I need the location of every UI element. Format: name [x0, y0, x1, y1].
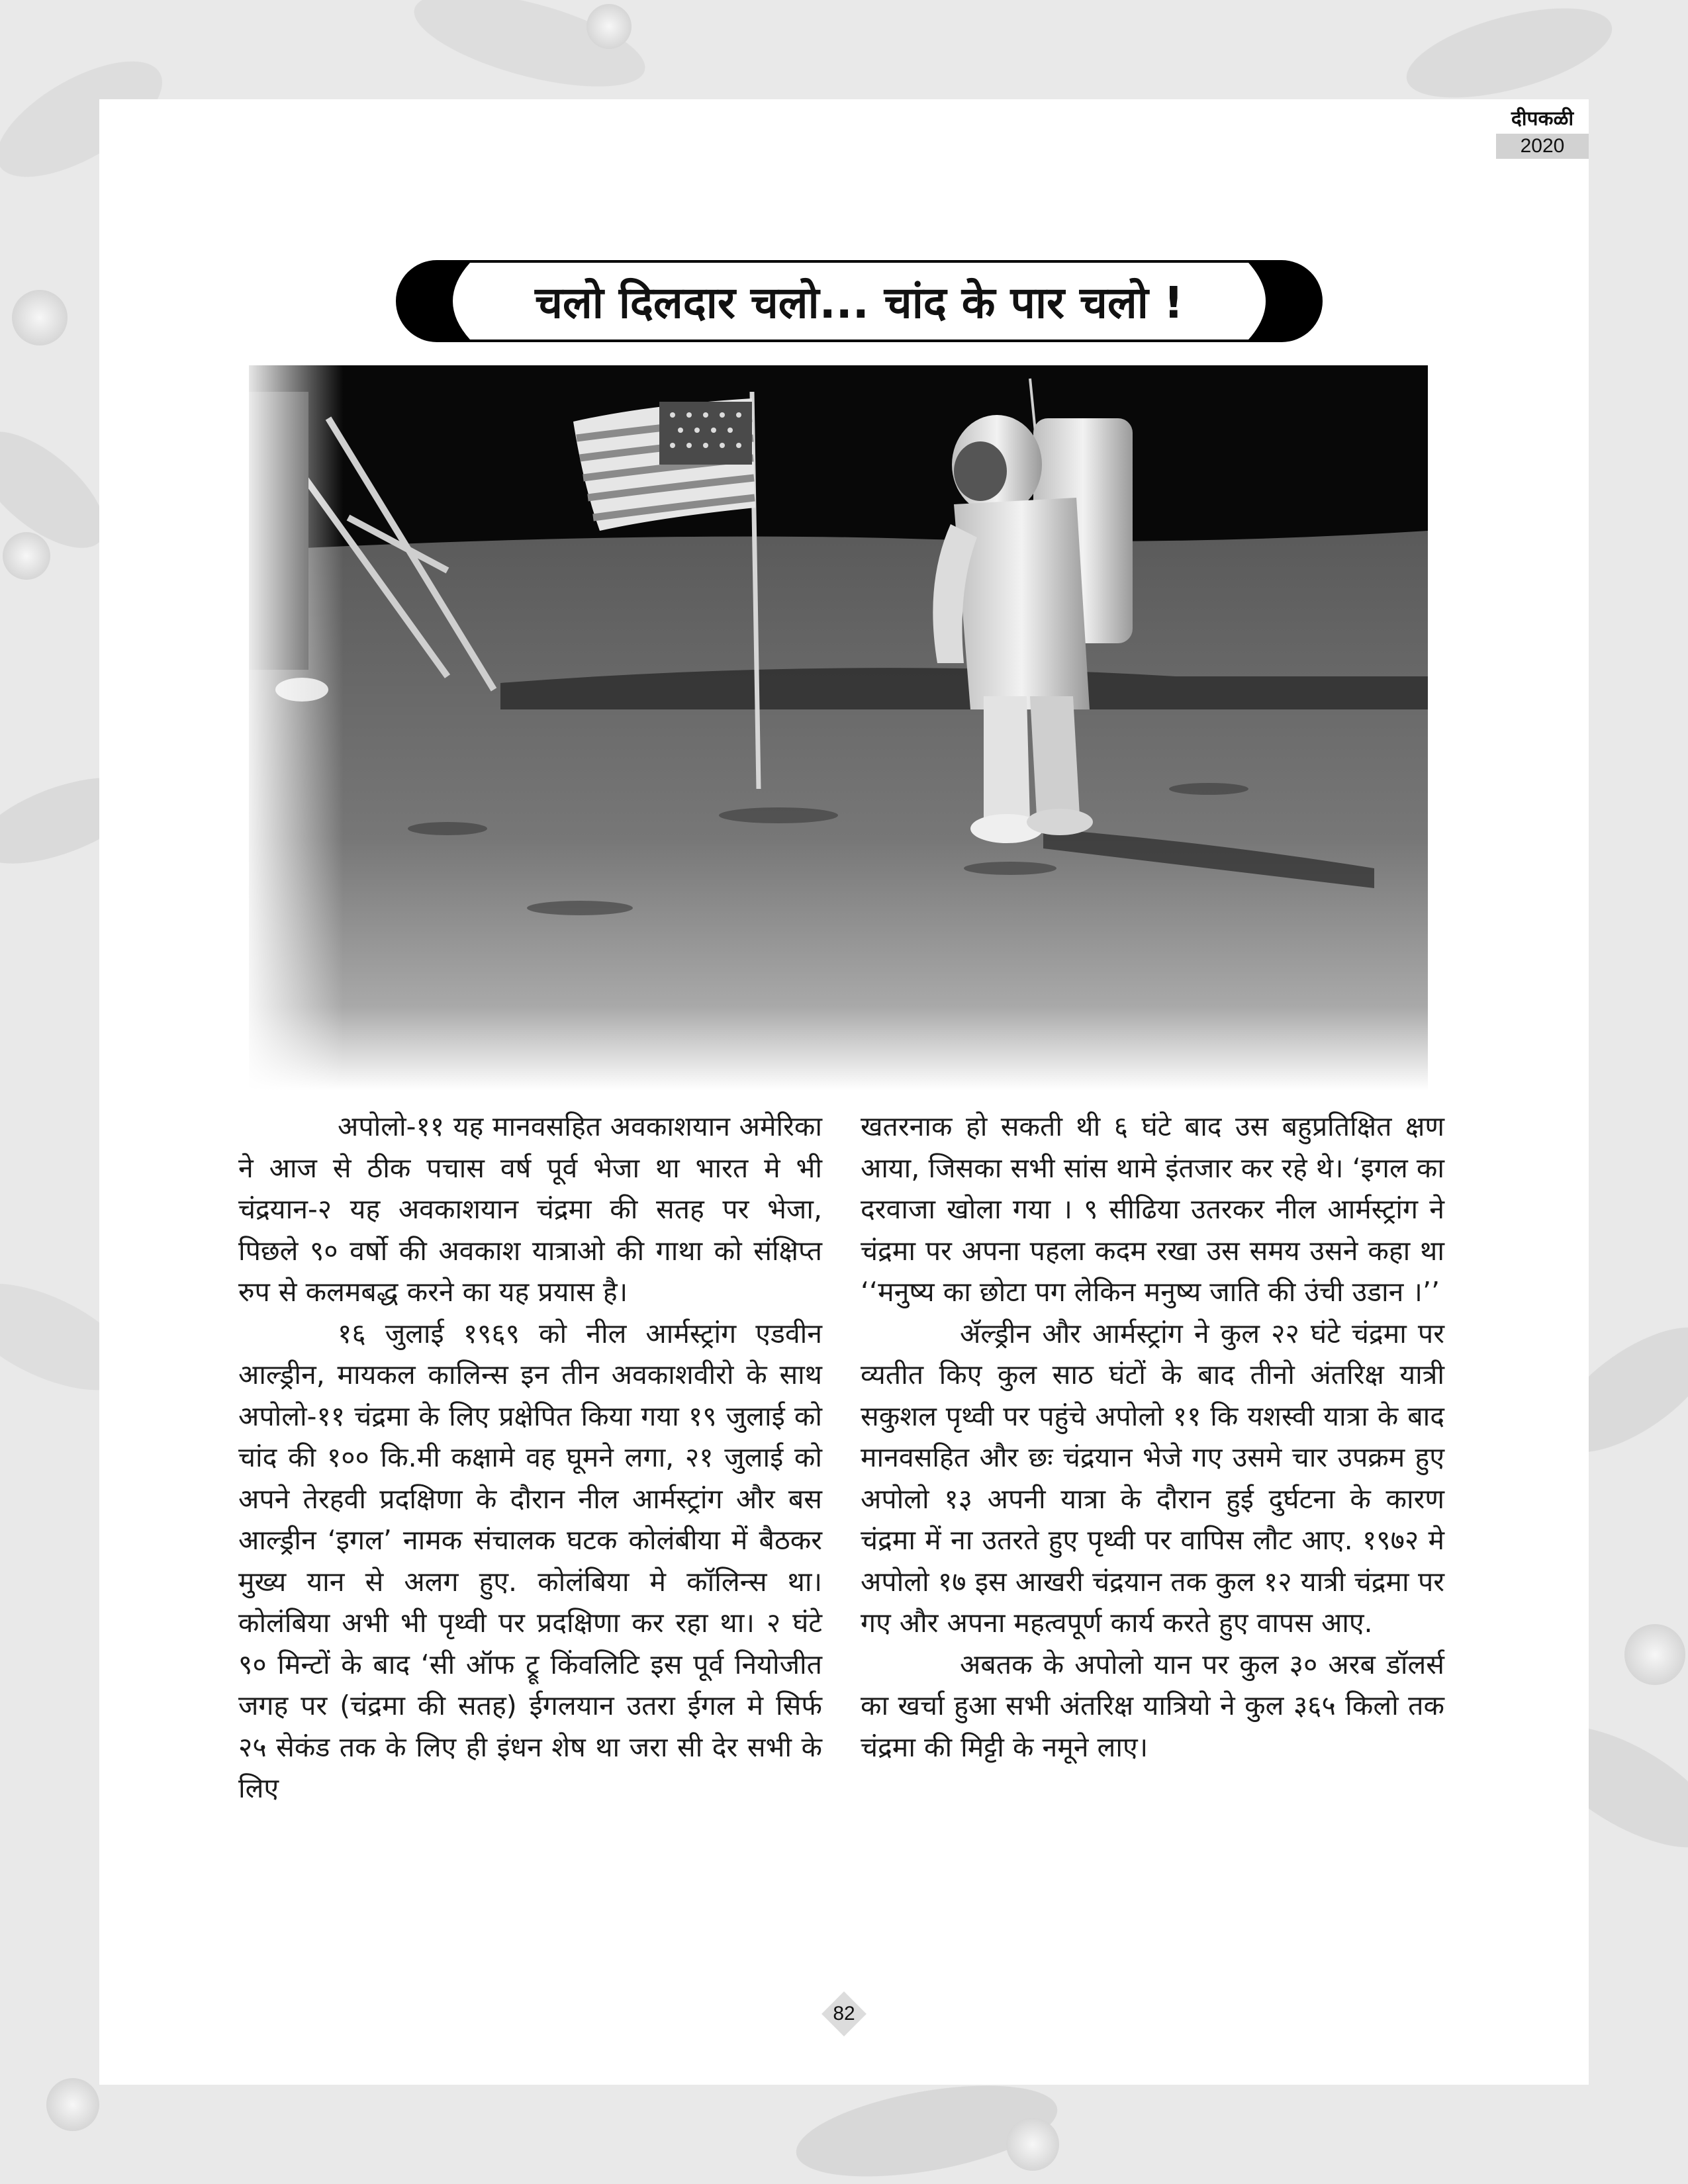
page-number-badge: [822, 1992, 866, 2036]
page: [99, 99, 1589, 2085]
page-number: 82: [833, 2003, 855, 2025]
title-banner: [396, 260, 1323, 342]
moon-landing-photo: [249, 365, 1428, 1091]
right-paragraph-3: अबतक के अपोलो यान पर कुल ३० अरब डॉलर्स का खर्चा हुआ सभी अंतरिक्ष यात्रियो ने कुल ३६५ किलो तक चंद्रमा की मिट्टी के नमूने लाए।: [861, 1648, 1444, 1763]
magazine-name: दीपकळी: [1511, 107, 1574, 130]
magazine-header: [1496, 106, 1589, 159]
article-title: चलो दिलदार चलो... चांद के पार चलो !: [535, 277, 1184, 328]
article-column-right: [861, 1106, 1444, 1768]
right-paragraph-2: ॲल्ड्रीन और आर्मस्ट्रांग ने कुल २२ घंटे चंद्रमा पर व्यतीत किए कुल साठ घंटों के बाद तीनो अंतरिक्ष यात्री सकुशल पृथ्वी पर पहुंचे अपोलो ११ कि यशस्वी यात्रा के बाद मानवसहित और छः चंद्रयान भेजे गए उसमे चार उपक्रम हुए अपोलो १३ अपनी यात्रा के दौरान हुई दुर्घटना के कारण चंद्रमा में ना उतरते हुए पृथ्वी पर वापिस लौट आए. १९७२ मे अपोलो १७ इस आखरी चंद्रयान तक कुल १२ यात्री चंद्रमा पर गए और अपना महत्वपूर्ण कार्य करते हुए वापस आए.: [861, 1317, 1444, 1639]
left-paragraph-2: १६ जुलाई १९६९ को नील आर्मस्ट्रांग एडवीन आल्ड्रीन, मायकल कालिन्स इन तीन अवकाशवीरो के साथ अपोलो-११ चंद्रमा के लिए प्रक्षेपित किया गया १९ जुलाई को चांद की १०० कि.मी कक्षामे वह घूमने लगा, २१ जुलाई को अपने तेरहवी प्रदक्षिणा के दौरान नील आर्मस्ट्रांग और बस आल्ड्रीन ‘इगल’ नामक संचालक घटक कोलंबीया में बैठकर मुख्य यान से अलग हुए. कोलंबिया मे कॉलिन्स था। कोलंबिया अभी भी पृथ्वी पर प्रदक्षिणा कर रहा था। २ घंटे ९० मिन्टों के बाद ‘सी ऑफ ट्रू किंवलिटि इस पूर्व नियोजीत जगह पर (चंद्रमा की सतह) ईगलयान उतरा ईगल मे सिर्फ २५ सेकंड तक के लिए ही इंधन शेष था जरा सी देर सभी के लिए: [238, 1317, 822, 1804]
article-column-left: [238, 1106, 822, 1809]
left-paragraph-1: अपोलो-११ यह मानवसहित अवकाशयान अमेरिका ने आज से ठीक पचास वर्ष पूर्व भेजा था भारत मे भी चंद्रयान-२ यह अवकाशयान चंद्रमा की सतह पर भेजा, पिछले ९० वर्षो की अवकाश यात्राओ की गाथा को संक्षिप्त रुप से कलमबद्ध करने का यह प्रयास है।: [238, 1111, 822, 1308]
right-paragraph-1: खतरनाक हो सकती थी ६ घंटे बाद उस बहुप्रतिक्षित क्षण आया, जिसका सभी सांस थामे इंतजार कर रहे थे। ‘इगल का दरवाजा खोला गया । ९ सीढिया उतरकर नील आर्मस्ट्रांग ने चंद्रमा पर अपना पहला कदम रखा उस समय उसने कहा था ‘‘मनुष्य का छोटा पग लेकिन मनुष्य जाति की उंची उडान ।’’: [861, 1111, 1444, 1308]
magazine-year: 2020: [1496, 134, 1589, 159]
